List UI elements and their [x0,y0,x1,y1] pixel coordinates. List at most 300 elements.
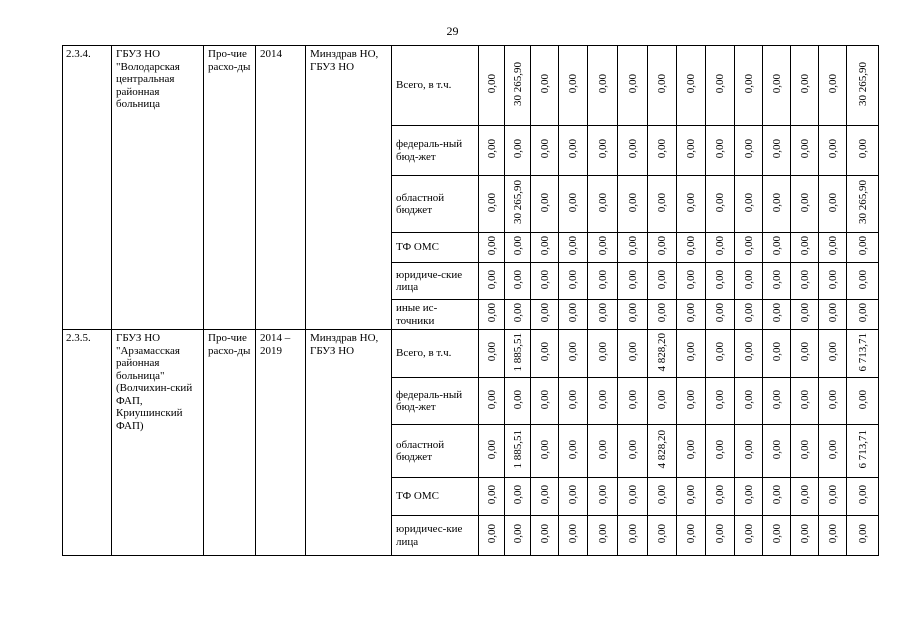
value-text: 0,00 [656,192,668,212]
value-cell [505,425,531,478]
value-cell [505,330,531,378]
value-text: 0,00 [742,74,755,94]
value-cell [763,478,791,516]
value-cell [479,425,505,478]
value-text: 0,00 [485,139,498,159]
value-text: 0,00 [798,524,811,544]
value-cell [588,425,618,478]
value-cell [819,46,847,126]
value-text: 0,00 [567,389,579,409]
value-text: 0,00 [511,236,524,256]
value-text: 0,00 [770,303,783,323]
value-cell [648,126,677,176]
value-text: 0,00 [511,485,524,505]
value-text: 0,00 [714,192,726,212]
value-text: 0,00 [770,389,783,409]
value-cell [559,176,588,233]
value-cell [706,516,735,556]
value-text: 0,00 [826,139,839,159]
value-text: 0,00 [742,439,755,459]
value-cell [618,233,648,263]
value-cell [677,263,706,300]
page-number: 29 [446,24,459,38]
value-text: 0,00 [826,524,839,544]
value-text: 0,00 [538,303,551,323]
value-cell [791,330,819,378]
funding-source-label: ТФ ОМС [392,233,479,263]
value-text: 0,00 [538,342,551,362]
value-cell [531,378,559,425]
value-cell [763,425,791,478]
value-cell [618,478,648,516]
value-text: 0,00 [685,236,697,256]
value-text: 0,00 [656,74,668,94]
value-text: 0,00 [567,74,579,94]
value-cell [677,516,706,556]
value-text: 0,00 [770,236,783,256]
value-cell [706,478,735,516]
value-cell [588,516,618,556]
value-text: 0,00 [685,439,697,459]
value-cell [618,126,648,176]
value-cell [618,46,648,126]
value-text: 0,00 [856,524,869,544]
value-text: 0,00 [596,74,609,94]
value-text: 0,00 [856,389,869,409]
value-text: 0,00 [798,303,811,323]
value-cell [677,300,706,330]
value-text: 0,00 [626,269,639,289]
executor: Минздрав НО, ГБУЗ НО [306,330,392,556]
organization-name: ГБУЗ НО "Арзамасская районная больница" (Волчихин-ский ФАП, Криушинский ФАП) [112,330,204,556]
value-cell [505,263,531,300]
value-cell [735,176,763,233]
value-cell [648,516,677,556]
value-cell [706,233,735,263]
value-cell [706,46,735,126]
value-cell [648,300,677,330]
value-cell [531,516,559,556]
value-text: 0,00 [626,389,639,409]
value-text: 0,00 [770,139,783,159]
value-text: 0,00 [798,236,811,256]
value-text: 0,00 [485,342,498,362]
value-cell [531,425,559,478]
value-cell [618,300,648,330]
value-text: 0,00 [596,303,609,323]
value-text: 1 885,51 [511,430,524,469]
value-cell [479,378,505,425]
value-cell [847,263,879,300]
value-cell [735,46,763,126]
value-text: 0,00 [685,524,697,544]
value-text: 0,00 [856,269,869,289]
value-cell [648,378,677,425]
value-text: 0,00 [511,139,524,159]
value-cell [479,478,505,516]
value-cell [648,478,677,516]
value-text: 0,00 [685,139,697,159]
value-cell [677,330,706,378]
value-text: 0,00 [511,389,524,409]
value-cell [559,378,588,425]
value-cell [763,330,791,378]
value-text: 0,00 [538,236,551,256]
value-text: 0,00 [485,485,498,505]
value-text: 0,00 [742,389,755,409]
value-text: 0,00 [511,269,524,289]
funding-source-label: ТФ ОМС [392,478,479,516]
expense-type: Про-чие расхо-ды [204,46,256,330]
value-cell [763,516,791,556]
value-text: 0,00 [856,139,869,159]
value-cell [819,425,847,478]
value-cell [505,126,531,176]
value-cell [559,300,588,330]
value-cell [505,46,531,126]
value-text: 0,00 [485,303,498,323]
value-text: 0,00 [856,303,869,323]
value-text: 0,00 [770,74,783,94]
value-cell [479,46,505,126]
value-text: 0,00 [770,439,783,459]
funding-source-label: федераль-ный бюд-жет [392,126,479,176]
value-cell [559,478,588,516]
value-text: 0,00 [656,524,668,544]
value-cell [531,478,559,516]
value-text: 0,00 [511,303,524,323]
value-cell [531,263,559,300]
value-cell [735,478,763,516]
value-cell [505,516,531,556]
value-text: 0,00 [826,303,839,323]
value-text: 0,00 [714,269,726,289]
value-text: 0,00 [511,524,524,544]
value-text: 0,00 [626,342,639,362]
value-cell [847,330,879,378]
value-cell [618,378,648,425]
value-cell [819,378,847,425]
value-cell [847,378,879,425]
value-text: 0,00 [485,74,498,94]
value-cell [847,176,879,233]
funding-source-label: Всего, в т.ч. [392,46,479,126]
value-text: 0,00 [770,342,783,362]
value-text: 0,00 [626,139,639,159]
value-text: 0,00 [626,236,639,256]
value-text: 0,00 [626,439,639,459]
value-text: 0,00 [742,139,755,159]
value-text: 0,00 [856,236,869,256]
value-cell [618,330,648,378]
value-text: 0,00 [685,485,697,505]
value-text: 0,00 [626,524,639,544]
value-text: 0,00 [798,139,811,159]
value-cell [791,263,819,300]
value-text: 0,00 [714,439,726,459]
value-text: 0,00 [567,303,579,323]
value-cell [618,425,648,478]
funding-source-label: юридиче-ские лица [392,263,479,300]
organization-name: ГБУЗ НО "Володарская центральная районная больница [112,46,204,330]
value-text: 0,00 [685,74,697,94]
value-text: 0,00 [567,342,579,362]
value-text: 0,00 [596,139,609,159]
value-cell [588,330,618,378]
value-text: 0,00 [596,524,609,544]
value-text: 0,00 [714,485,726,505]
value-text: 6 713,71 [856,332,869,371]
value-text: 0,00 [798,192,811,212]
value-cell [588,300,618,330]
value-text: 0,00 [538,389,551,409]
value-text: 0,00 [626,303,639,323]
value-text: 0,00 [485,524,498,544]
value-cell [648,176,677,233]
value-text: 0,00 [685,269,697,289]
value-cell [819,176,847,233]
value-text: 0,00 [826,389,839,409]
value-text: 30 265,90 [511,61,524,106]
value-cell [588,378,618,425]
value-cell [559,425,588,478]
value-text: 0,00 [567,269,579,289]
value-cell [791,300,819,330]
table-row [63,330,879,378]
expense-type: Про-чие расхо-ды [204,330,256,556]
value-cell [706,263,735,300]
value-cell [819,330,847,378]
value-text: 0,00 [742,303,755,323]
value-text: 0,00 [798,269,811,289]
value-cell [735,330,763,378]
value-cell [791,378,819,425]
value-text: 0,00 [626,74,639,94]
value-cell [531,300,559,330]
value-cell [791,126,819,176]
value-cell [479,126,505,176]
value-text: 6 713,71 [856,430,869,469]
value-text: 30 265,90 [511,180,524,225]
value-cell [706,300,735,330]
value-text: 30 265,90 [856,180,869,225]
value-cell [559,516,588,556]
value-text: 0,00 [567,236,579,256]
value-text: 1 885,51 [511,332,524,371]
value-text: 0,00 [656,389,668,409]
value-cell [763,300,791,330]
value-text: 0,00 [485,269,498,289]
value-text: 0,00 [596,342,609,362]
value-text: 0,00 [714,342,726,362]
value-text: 0,00 [538,524,551,544]
value-cell [735,263,763,300]
value-text: 0,00 [714,303,726,323]
value-text: 0,00 [826,269,839,289]
item-code: 2.3.4. [63,46,112,330]
value-cell [819,126,847,176]
value-cell [618,176,648,233]
value-text: 0,00 [742,342,755,362]
value-cell [763,233,791,263]
value-cell [588,263,618,300]
value-cell [706,378,735,425]
value-cell [677,46,706,126]
funding-source-label: иные ис-точники [392,300,479,330]
value-text: 0,00 [567,439,579,459]
value-text: 0,00 [798,439,811,459]
value-cell [706,126,735,176]
value-text: 0,00 [714,74,726,94]
value-text: 0,00 [485,236,498,256]
value-cell [505,233,531,263]
value-cell [847,425,879,478]
item-code: 2.3.5. [63,330,112,556]
value-cell [531,126,559,176]
value-cell [559,263,588,300]
value-text: 0,00 [685,342,697,362]
value-cell [479,516,505,556]
value-cell [791,176,819,233]
value-text: 0,00 [798,485,811,505]
funding-source-label: федераль-ный бюд-жет [392,378,479,425]
value-cell [588,478,618,516]
value-cell [559,233,588,263]
value-text: 0,00 [685,303,697,323]
value-text: 0,00 [856,485,869,505]
value-text: 0,00 [538,269,551,289]
value-cell [479,300,505,330]
value-text: 0,00 [826,192,839,212]
value-text: 0,00 [656,139,668,159]
value-text: 0,00 [826,236,839,256]
value-cell [531,233,559,263]
value-text: 0,00 [596,439,609,459]
funding-source-label: юридичес-кие лица [392,516,479,556]
value-text: 0,00 [742,236,755,256]
value-cell [763,378,791,425]
value-text: 0,00 [596,485,609,505]
value-cell [791,425,819,478]
value-cell [648,425,677,478]
value-cell [677,425,706,478]
value-cell [819,516,847,556]
value-cell [677,126,706,176]
value-cell [648,263,677,300]
value-cell [706,425,735,478]
value-cell [648,46,677,126]
value-cell [735,300,763,330]
value-text: 0,00 [596,269,609,289]
value-text: 0,00 [770,524,783,544]
value-text: 0,00 [714,524,726,544]
value-cell [847,233,879,263]
value-text: 0,00 [798,389,811,409]
value-text: 0,00 [656,485,668,505]
value-cell [819,478,847,516]
value-text: 0,00 [798,342,811,362]
implementation-years: 2014 [256,46,306,330]
value-cell [505,300,531,330]
value-cell [559,46,588,126]
value-cell [791,233,819,263]
value-text: 0,00 [596,236,609,256]
value-text: 0,00 [826,74,839,94]
value-text: 4 828,20 [656,332,668,371]
value-cell [505,478,531,516]
value-cell [588,126,618,176]
value-text: 0,00 [826,439,839,459]
value-text: 0,00 [714,139,726,159]
value-cell [588,176,618,233]
value-cell [677,478,706,516]
value-cell [847,300,879,330]
value-cell [763,126,791,176]
value-cell [505,176,531,233]
value-text: 0,00 [567,485,579,505]
value-text: 0,00 [567,139,579,159]
value-text: 0,00 [538,439,551,459]
value-text: 0,00 [798,74,811,94]
value-cell [847,516,879,556]
value-text: 0,00 [770,485,783,505]
value-text: 30 265,90 [856,61,869,106]
value-text: 4 828,20 [656,430,668,469]
value-cell [763,46,791,126]
budget-table [62,45,879,556]
value-cell [735,233,763,263]
value-cell [479,263,505,300]
value-text: 0,00 [742,192,755,212]
value-text: 0,00 [714,236,726,256]
value-cell [648,330,677,378]
value-cell [706,176,735,233]
value-text: 0,00 [685,389,697,409]
value-text: 0,00 [485,439,498,459]
value-cell [588,233,618,263]
value-text: 0,00 [626,485,639,505]
value-cell [735,378,763,425]
value-text: 0,00 [485,389,498,409]
value-text: 0,00 [656,303,668,323]
value-text: 0,00 [538,74,551,94]
value-cell [847,126,879,176]
value-text: 0,00 [770,192,783,212]
value-text: 0,00 [596,389,609,409]
value-cell [819,233,847,263]
funding-source-label: областной бюджет [392,425,479,478]
value-cell [847,478,879,516]
value-cell [559,126,588,176]
value-cell [791,46,819,126]
value-text: 0,00 [656,236,668,256]
value-text: 0,00 [538,192,551,212]
value-cell [791,516,819,556]
value-text: 0,00 [567,524,579,544]
value-cell [479,233,505,263]
value-text: 0,00 [826,485,839,505]
value-cell [588,46,618,126]
value-text: 0,00 [626,192,639,212]
implementation-years: 2014 – 2019 [256,330,306,556]
value-text: 0,00 [742,269,755,289]
value-cell [819,300,847,330]
value-text: 0,00 [742,485,755,505]
value-cell [735,516,763,556]
value-text: 0,00 [596,192,609,212]
value-cell [763,176,791,233]
value-text: 0,00 [770,269,783,289]
